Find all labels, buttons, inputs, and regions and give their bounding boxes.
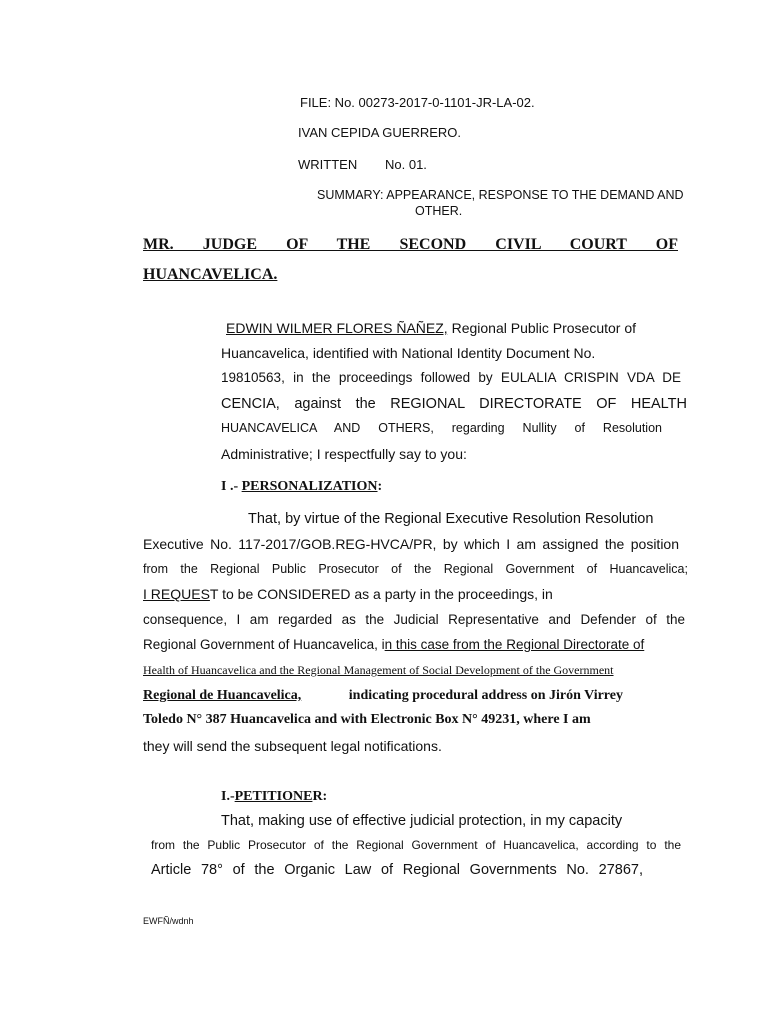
- personalization-line-7: Health of Huancavelica and the Regional Management of Social Development of the Government: [143, 663, 614, 677]
- intro-line-1-rest: Regional Public Prosecutor of: [447, 320, 637, 336]
- written-number: No. 01.: [385, 157, 427, 172]
- petitioner-name: EDWIN WILMER FLORES ÑAÑEZ,: [226, 320, 448, 336]
- personalization-line-2: Executive No. 117-2017/GOB.REG-HVCA/PR, by which I am assigned the position: [143, 536, 679, 552]
- personalization-line-10: they will send the subsequent legal notifications.: [143, 738, 442, 754]
- addressee-line-1: MR. JUDGE OF THE SECOND CIVIL COURT OF: [143, 236, 678, 253]
- personalization-line-8: [143, 688, 623, 704]
- summary-line-2: OTHER.: [415, 204, 463, 218]
- section-2-title: PETITIONE: [234, 789, 313, 804]
- section-petitioner-heading: [221, 789, 327, 805]
- petitioner-line-1: That, making use of effective judicial protection, in my capacity: [221, 813, 623, 829]
- section-2-title-tail: R:: [312, 789, 328, 804]
- petitioner-line-2: from the Public Prosecutor of the Regional Government of Huancavelica, according to the: [151, 838, 681, 852]
- personalization-line-9: Toledo N° 387 Huancavelica and with Electronic Box N° 49231, where I am: [143, 712, 591, 727]
- summary-line-1: SUMMARY: APPEARANCE, RESPONSE TO THE DEMAND AND: [317, 188, 684, 202]
- line-6-start: Regional Government of Huancavelica, i: [143, 637, 385, 652]
- personalization-line-4: [143, 586, 613, 602]
- written-label: WRITTEN: [298, 157, 358, 172]
- personalization-line-6: [143, 637, 644, 652]
- intro-line-4: CENCIA, against the REGIONAL DIRECTORATE OF HEALTH: [221, 396, 687, 412]
- section-2-prefix: I.-: [221, 789, 235, 804]
- line-6-underlined: n this case from the Regional Directorate of: [384, 637, 645, 652]
- government-name-underlined: Regional de Huancavelica,: [143, 688, 302, 703]
- section-1-title: PERSONALIZATION: [241, 479, 378, 494]
- section-1-suffix: :: [377, 479, 383, 494]
- intro-line-2: Huancavelica, identified with National Identity Document No.: [221, 345, 596, 361]
- intro-line-6: Administrative; I respectfully say to you:: [221, 446, 467, 462]
- intro-line-1: [226, 320, 636, 336]
- intro-line-5: HUANCAVELICA AND OTHERS, regarding Nullity of Resolution: [221, 421, 662, 435]
- file-number: FILE: No. 00273-2017-0-1101-JR-LA-02.: [300, 95, 535, 110]
- personalization-line-5: consequence, I am regarded as the Judicial Representative and Defender of the: [143, 612, 685, 627]
- personalization-line-1: That, by virtue of the Regional Executive Resolution Resolution: [248, 511, 654, 527]
- procedural-address-start: indicating procedural address on Jirón Virrey: [348, 688, 623, 703]
- personalization-line-3: from the Regional Public Prosecutor of the Regional Government of Huancavelica;: [143, 562, 688, 576]
- addressee-line-2: HUANCAVELICA.: [143, 266, 278, 283]
- petitioner-line-3: Article 78° of the Organic Law of Regional Governments No. 27867,: [151, 862, 643, 878]
- author-initials: EWFÑ/wdnh: [143, 916, 194, 926]
- intro-line-3: 19810563, in the proceedings followed by EULALIA CRISPIN VDA DE: [221, 370, 681, 385]
- request-underlined-part: I REQUEST to be CONSIDERED as a party in the proceedings, in: [143, 586, 553, 602]
- section-personalization-heading: [221, 479, 382, 495]
- section-1-prefix: I .-: [221, 479, 242, 494]
- case-party-name: IVAN CEPIDA GUERRERO.: [298, 125, 462, 140]
